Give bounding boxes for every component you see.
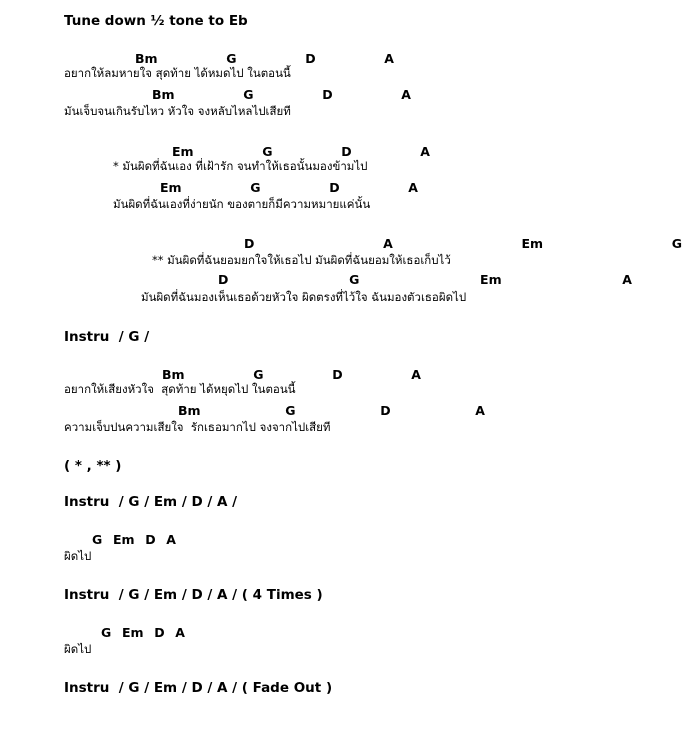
- instru-line-2: Instru / G / Em / D / A /: [64, 494, 238, 510]
- verse2-chords-1: Bm G D A: [162, 367, 421, 382]
- chorus2-chords-1: D A Em G: [244, 236, 682, 251]
- chorus1-chords-1: Em G D A: [172, 144, 430, 159]
- ending2-lyric: ผิดไป: [64, 642, 92, 656]
- chorus2-lyric-2: มันผิดที่ฉันมองเห็นเธอด้วยหัวใจ ผิดตรงที่ไว้ใจ ฉันมองตัวเธอผิดไป: [141, 290, 467, 304]
- chorus2-chords-2: D G Em A: [218, 272, 632, 287]
- instru-line-4: Instru / G / Em / D / A / ( Fade Out ): [64, 680, 333, 696]
- verse2-lyric-1: อยากให้เสียงหัวใจ สุดท้าย ได้หยุดไป ในตอนนี้: [64, 382, 296, 396]
- verse1-chords-1: Bm G D A: [135, 51, 394, 66]
- chorus1-lyric-1: * มันผิดที่ฉันเอง ที่เฝ้ารัก จนทำให้เธอนั้นมองข้ามไป: [113, 159, 368, 173]
- ending2-chords: G Em D A: [101, 625, 185, 640]
- instru-line-3: Instru / G / Em / D / A / ( 4 Times ): [64, 587, 323, 603]
- ending1-chords: G Em D A: [92, 532, 176, 547]
- tuning-note: Tune down ½ tone to Eb: [64, 13, 248, 29]
- repeat-marker: ( * , ** ): [64, 458, 122, 474]
- verse1-chords-2: Bm G D A: [152, 87, 411, 102]
- verse2-chords-2: Bm G D A: [178, 403, 485, 418]
- instru-line-1: Instru / G /: [64, 329, 150, 345]
- chorus1-chords-2: Em G D A: [160, 180, 418, 195]
- verse2-lyric-2: ความเจ็บปนความเสียใจ รักเธอมากไป จงจากไปเสียที: [64, 420, 331, 434]
- chorus2-lyric-1: ** มันผิดที่ฉันยอมยกใจให้เธอไป มันผิดที่ฉันยอมให้เธอเก็บไว้: [152, 253, 451, 267]
- chorus1-lyric-2: มันผิดที่ฉันเองที่ง่ายนัก ของตายก็มีความหมายแค่นั้น: [113, 197, 371, 211]
- ending1-lyric: ผิดไป: [64, 549, 92, 563]
- verse1-lyric-1: อยากให้ลมหายใจ สุดท้าย ได้หมดไป ในตอนนี้: [64, 66, 291, 80]
- verse1-lyric-2: มันเจ็บจนเกินรับไหว หัวใจ จงหลับไหลไปเสียที: [64, 104, 291, 118]
